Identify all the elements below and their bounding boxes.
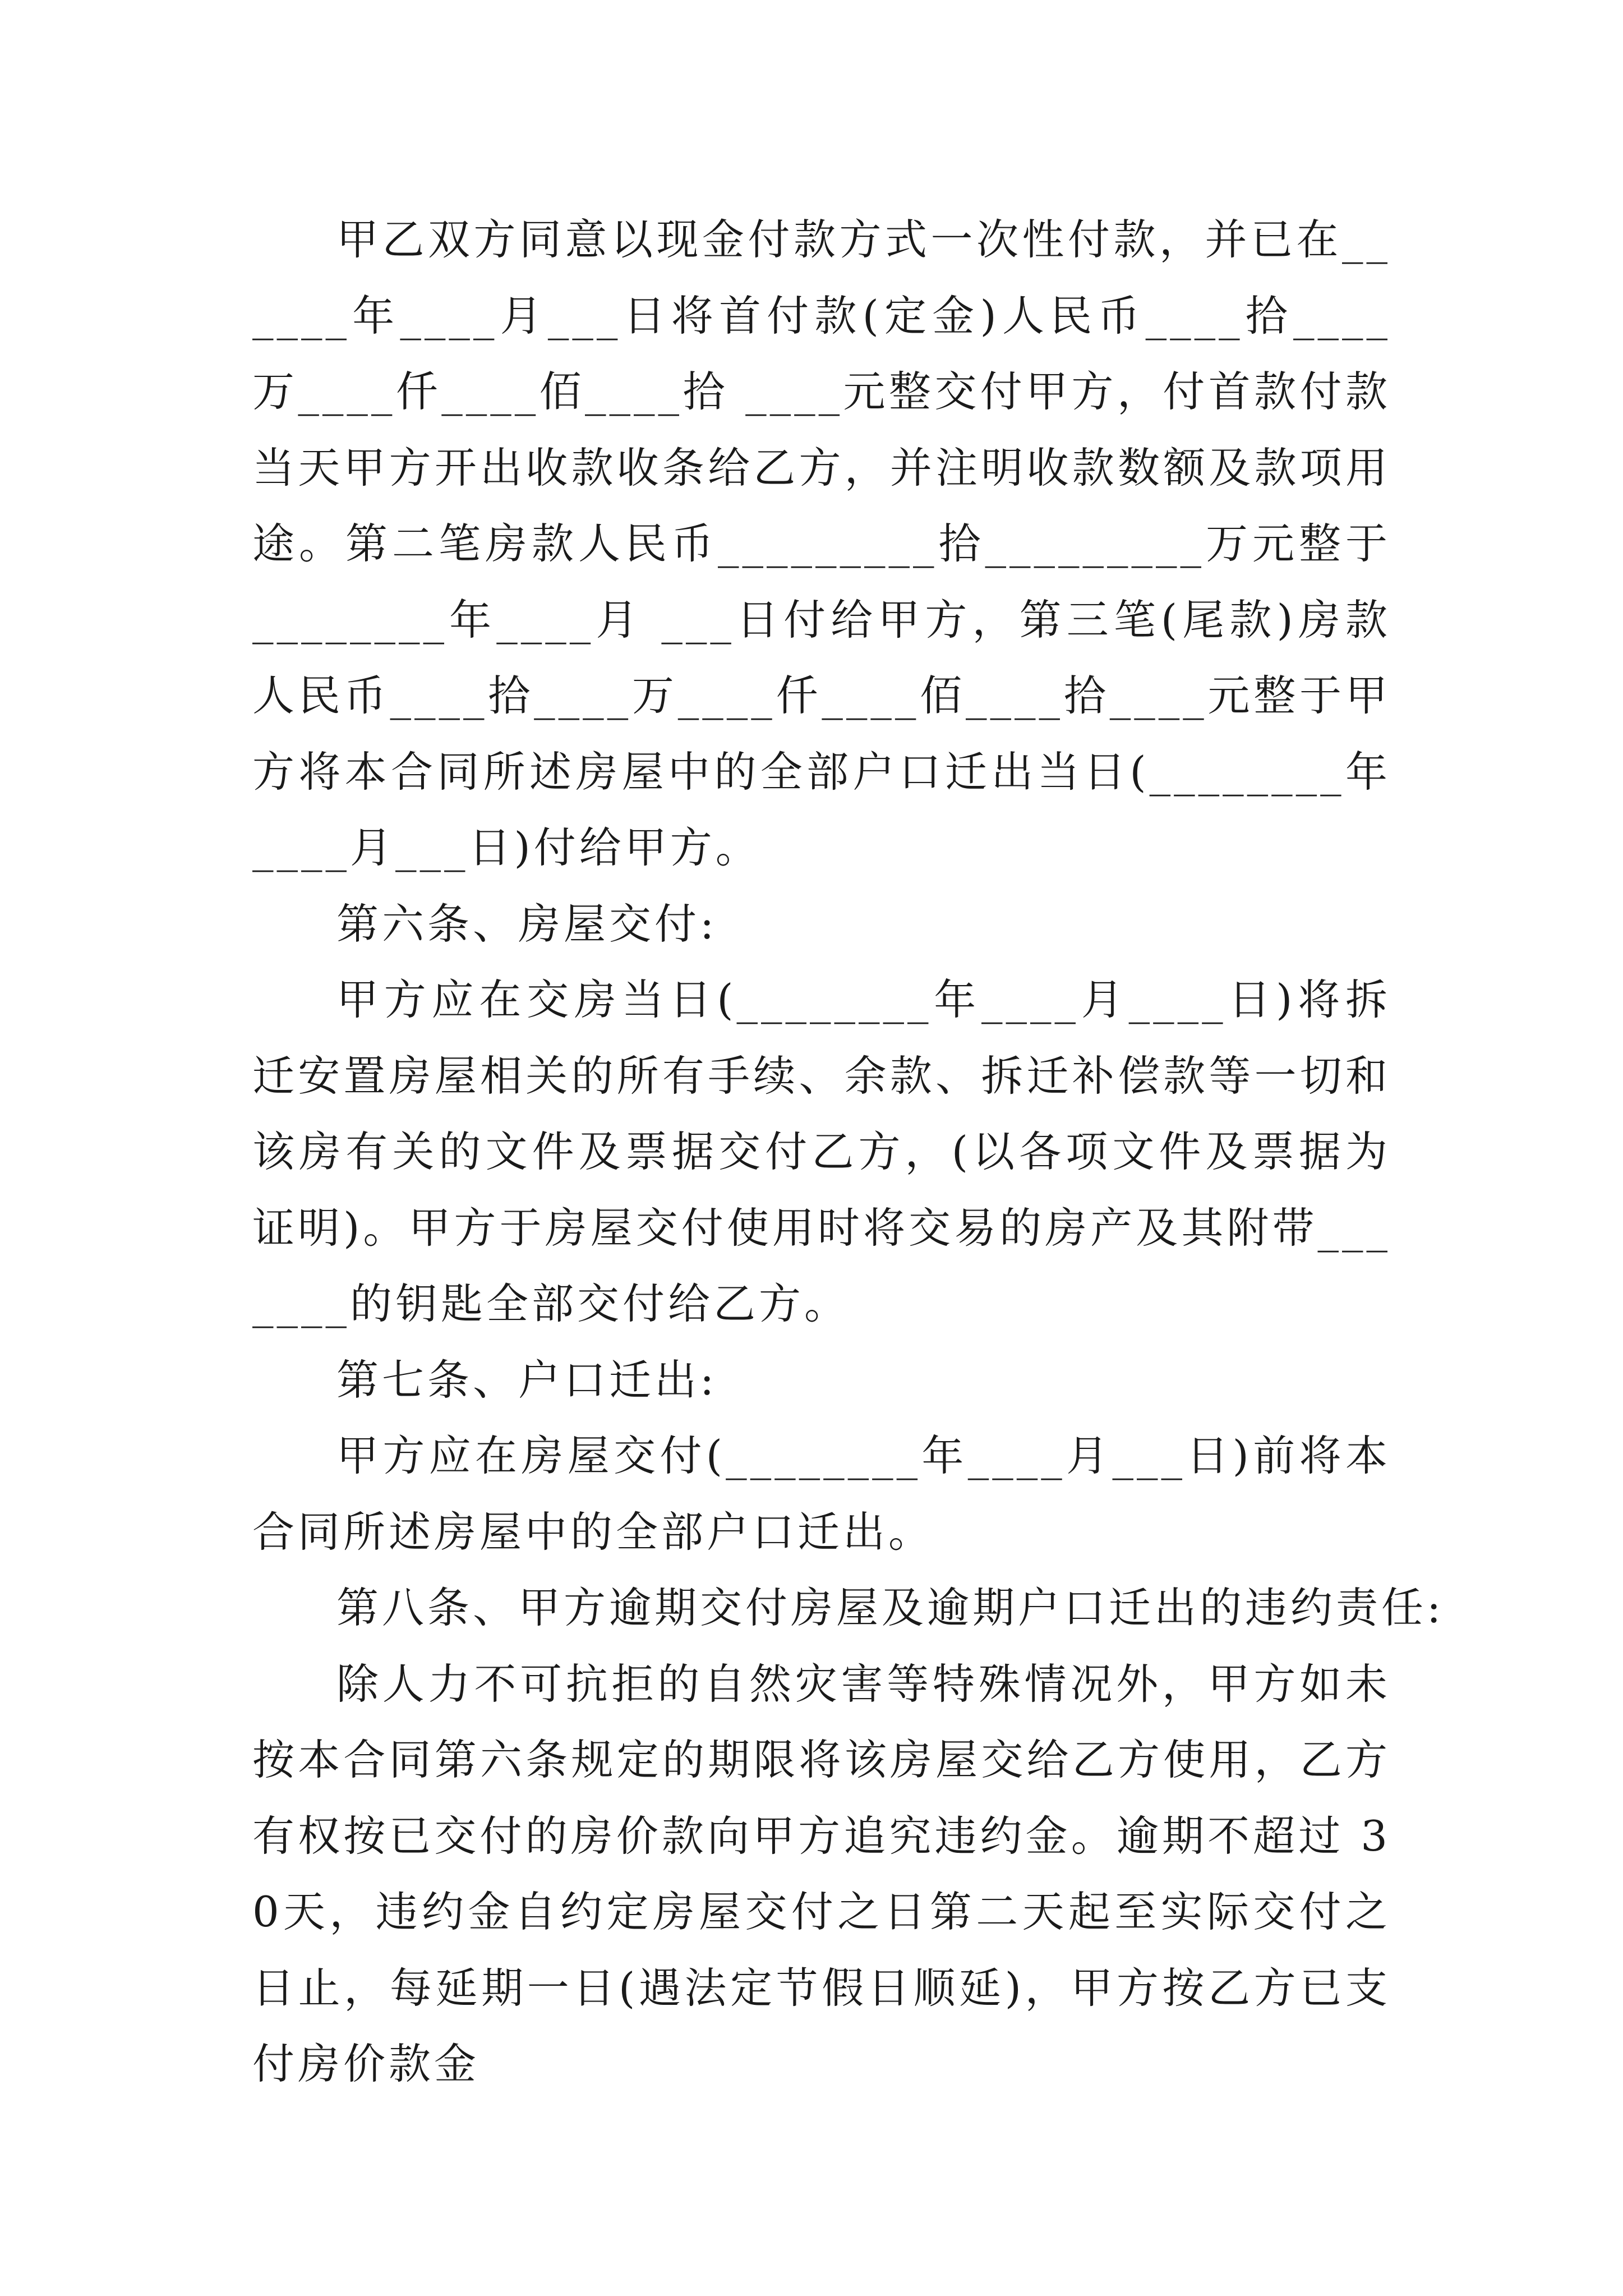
paragraph-household-registration: 甲方应在房屋交付(________年____月___日)前将本合同所述房屋中的全部户口迁出。 xyxy=(252,1431,1391,1557)
heading-article-7: 第七条、户口迁出: xyxy=(336,1355,718,1405)
heading-article-6: 第六条、房屋交付: xyxy=(336,899,718,949)
document-body xyxy=(252,202,1445,2102)
paragraph-payment-terms: 甲乙双方同意以现金付款方式一次性付款，并已在______年____月___日将首付款(定金)人民币____拾____万____仟____佰____拾 ____元整交付甲方，付首款付款当天甲方开出收款收条给乙方，并注明收款数额及款项用途。第二笔房款人民币_________拾_________万元整于________年____月 ___日付给甲方，第三笔(尾款)房款人民币____拾____万____仟____佰____拾____元整于甲方将本合同所述房屋中的全部户口迁出当日(________年____月___日)付给甲方。 xyxy=(252,215,1391,872)
heading-article-8: 第八条、甲方逾期交付房屋及逾期户口迁出的违约责任: xyxy=(336,1583,1445,1632)
paragraph-house-delivery: 甲方应在交房当日(________年____月____日)将拆迁安置房屋相关的所有手续、余款、拆迁补偿款等一切和该房有关的文件及票据交付乙方，(以各项文件及票据为证明)。甲方于房屋交付使用时将交易的房产及其附带_______的钥匙全部交付给乙方。 xyxy=(252,975,1391,1328)
paragraph-breach-liability: 除人力不可抗拒的自然灾害等特殊情况外，甲方如未按本合同第六条规定的期限将该房屋交给乙方使用，乙方有权按已交付的房价款向甲方追究违约金。逾期不超过 30天，违约金自约定房屋交付之日第二天起至实际交付之日止，每延期一日(遇法定节假日顺延)，甲方按乙方已支付房价款金 xyxy=(252,1659,1391,2088)
